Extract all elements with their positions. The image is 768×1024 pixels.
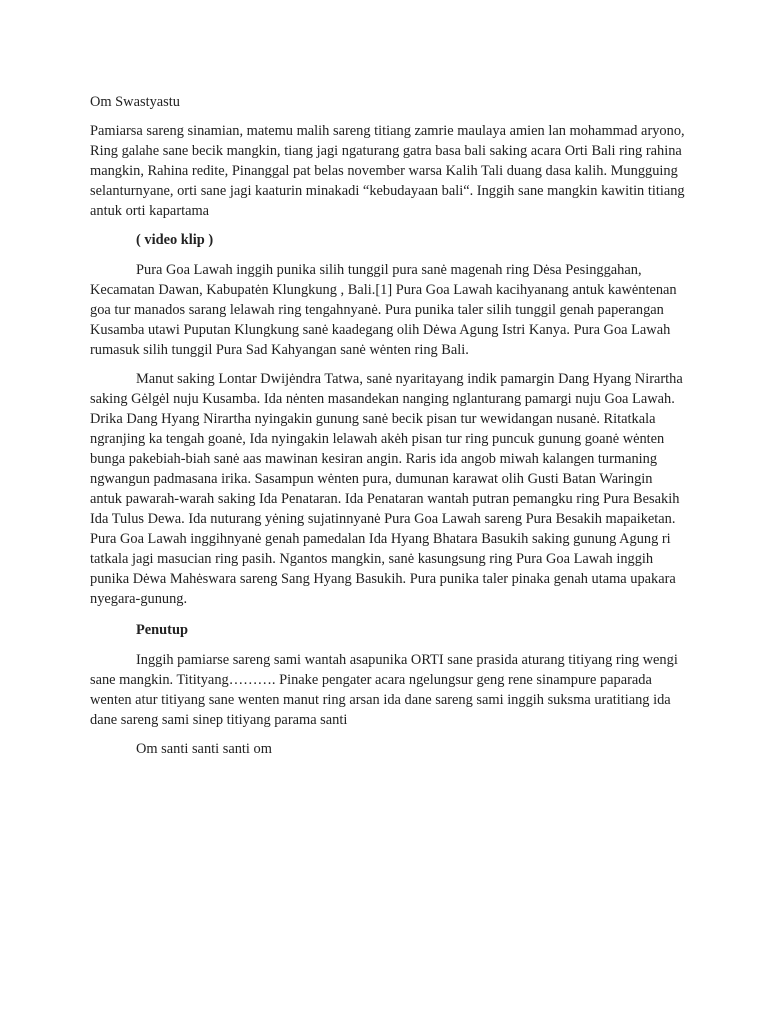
closing-salutation: Om santi santi santi om (136, 741, 272, 757)
body-paragraph-1: Pura Goa Lawah inggih punika silih tunggil pura sanė magenah ring Dėsa Pesinggahan, Kecamatan Dawan, Kabupatėn Klungkung , Bali.[1] Pura Goa Lawah kacihyanang antuk kawėntenan goa tur manados sarang lelawah ring tengahnyanė. Pura punika taler silih tunggil genah paperangan Kusamba utawi Puputan Klungkung sanė kaadegang olih Dėwa Agung Istri Kanya. Pura Goa Lawah rumasuk silih tunggil Pura Sad Kahyangan sanė wėnten ring Bali. (90, 262, 677, 358)
body-paragraph-2: Manut saking Lontar Dwijėndra Tatwa, sanė nyaritayang indik pamargin Dang Hyang Nirartha saking Gėlgėl nuju Kusamba. Ida nėnten masandekan nanging nglanturang pamargi nuju Goa Lawah. Drika Dang Hyang Nirartha nyingakin gunung sanė becik pisan tur wewidangan nusanė. Ritatkala ngranjing ka tengah goanė, Ida nyingakin lelawah akėh pisan tur ring puncuk gunung goanė wėnten bunga pakebiah-biah sanė aas mawinan kesiran angin. Raris ida angob miwah kalangen turmaning ngwangun padmasana irika. Sasampun wėnten pura, dumunan karawat olih Gusti Batan Waringin antuk pawarah-warah saking Ida Penataran. Ida Penataran wantah putran pemangku ring Pura Besakih Ida Tulus Dewa. Ida nuturang yėning sujatinnyanė Pura Goa Lawah sareng Pura Besakih mapaiketan. Pura Goa Lawah inggihnyanė genah pamedalan Ida Hyang Bhatara Basukih saking gunung Agung ri tatkala jagi masucian ring pasih. Ngantos mangkin, sanė kasungsung ring Pura Goa Lawah inggih punika Dėwa Mahėswara sareng Sang Hyang Basukih. Pura punika taler pinaka genah utama upakara nyegara-gunung. (90, 371, 683, 607)
greeting: Om Swastyastu (90, 94, 180, 110)
closing-heading: Penutup (136, 622, 188, 638)
closing-paragraph: Inggih pamiarse sareng sami wantah asapunika ORTI sane prasida aturang titiyang ring wengi sane mangkin. Titityang………. Pinake pengater acara ngelungsur geng rene sinampure paparada wenten atur titiyang sane wenten manut ring arsan ida dane sareng sami inggih suksma uratitiang ida dane sareng sami sinep titiyang parama santi (90, 652, 678, 728)
intro-paragraph: Pamiarsa sareng sinamian, matemu malih sareng titiang zamrie maulaya amien lan mohammad aryono, Ring galahe sane becik mangkin, tiang jagi ngaturang gatra basa bali saking acara Orti Bali ring rahina mangkin, Rahina redite, Pinanggal pat belas november warsa Kalih Tali duang dasa kalih. Mungguing selanturnyane, orti sane jagi kaaturin minakadi “kebudayaan bali“. Inggih sane mangkin kawitin titiang antuk orti kapartama (90, 123, 685, 219)
video-clip-heading: ( video klip ) (136, 232, 214, 248)
